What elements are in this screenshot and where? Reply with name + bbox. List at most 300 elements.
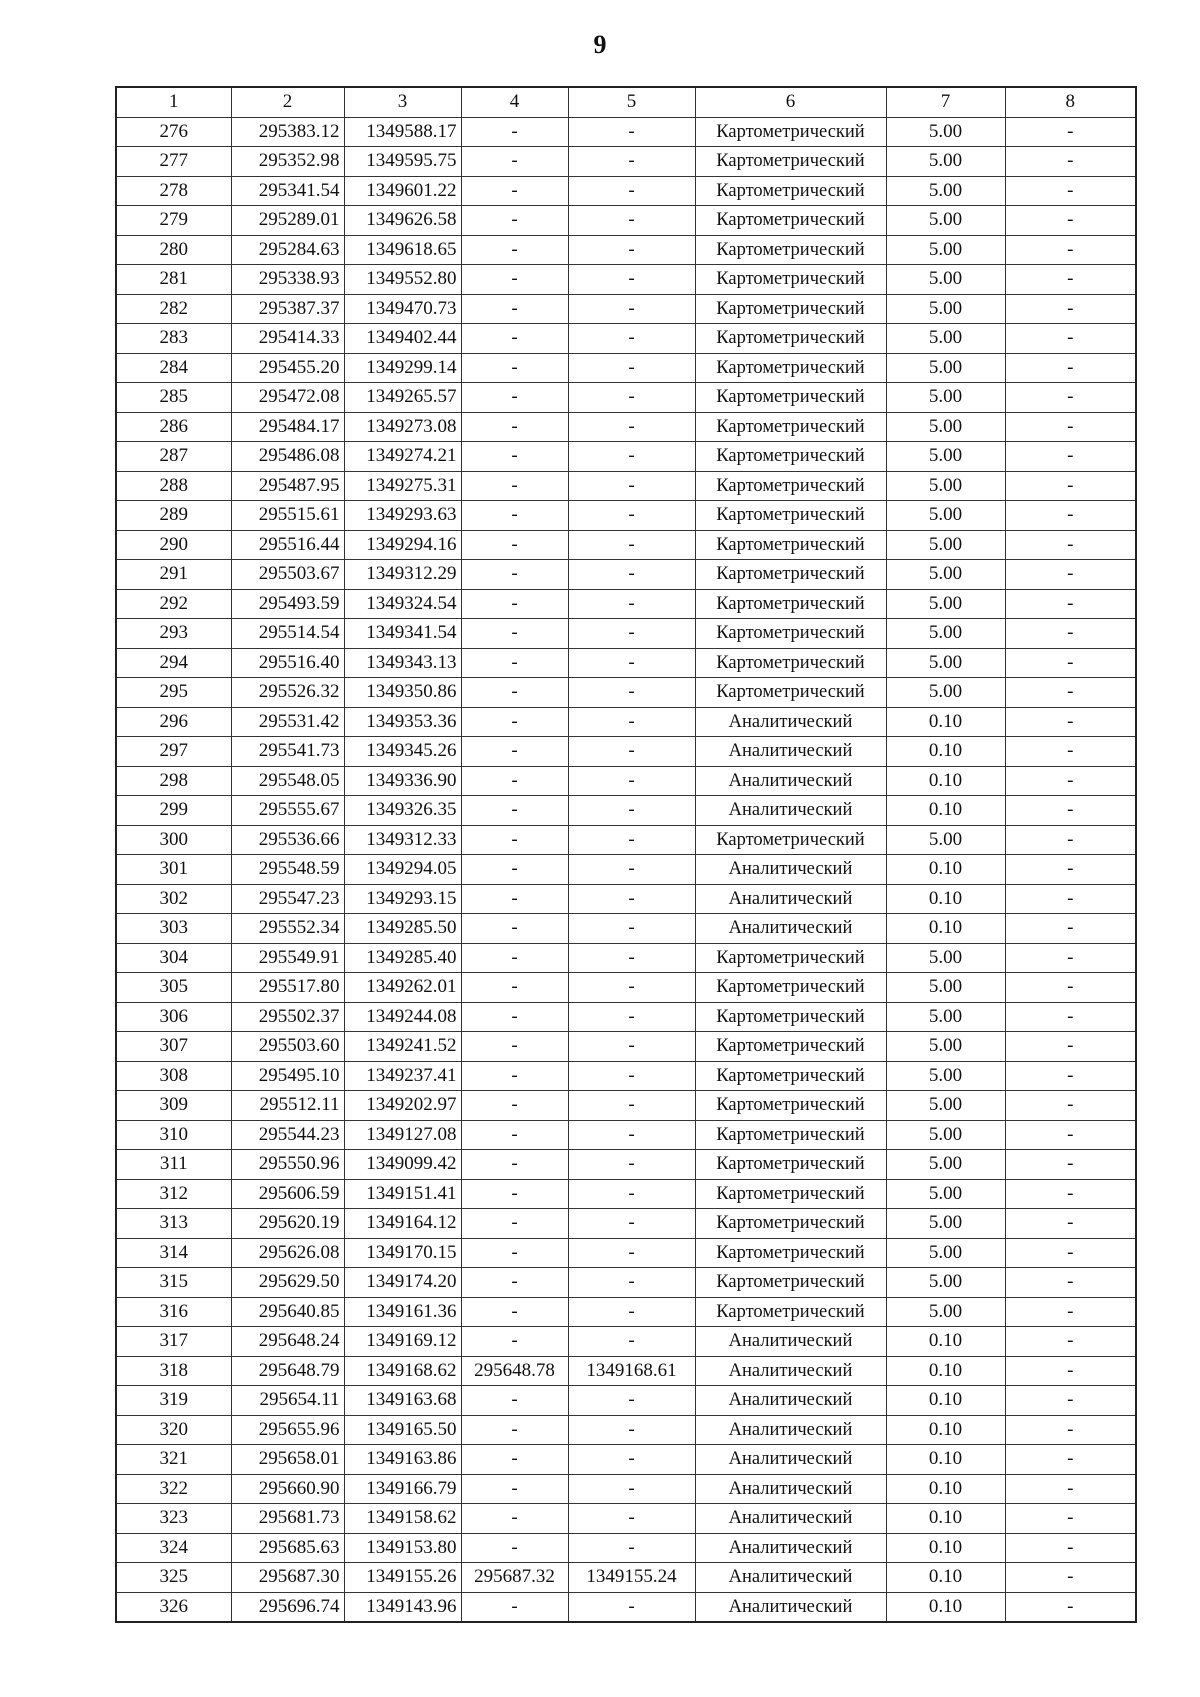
- table-cell: -: [461, 943, 568, 973]
- table-row: [116, 796, 1136, 826]
- table-row: [116, 530, 1136, 560]
- table-cell: 295284.63: [231, 235, 344, 265]
- table-cell: 287: [116, 442, 231, 472]
- table-cell: 0.10: [886, 1533, 1005, 1563]
- table-cell: -: [1005, 1179, 1136, 1209]
- table-cell: 292: [116, 589, 231, 619]
- table-cell: -: [1005, 973, 1136, 1003]
- table-cell: 295658.01: [231, 1445, 344, 1475]
- table-cell: 5.00: [886, 619, 1005, 649]
- table-cell: -: [1005, 1415, 1136, 1445]
- table-cell: 295696.74: [231, 1592, 344, 1622]
- table-cell: -: [461, 855, 568, 885]
- coordinates-table: [115, 86, 1137, 1623]
- table-cell: Картометрический: [695, 1091, 886, 1121]
- table-cell: 283: [116, 324, 231, 354]
- table-cell: 295531.42: [231, 707, 344, 737]
- table-cell: -: [568, 1415, 695, 1445]
- table-row: [116, 1002, 1136, 1032]
- table-cell: -: [461, 530, 568, 560]
- table-cell: -: [568, 324, 695, 354]
- table-cell: 1349353.36: [344, 707, 461, 737]
- table-cell: 5.00: [886, 1032, 1005, 1062]
- table-cell: -: [1005, 1120, 1136, 1150]
- table-cell: 280: [116, 235, 231, 265]
- table-cell: 291: [116, 560, 231, 590]
- table-cell: 1349552.80: [344, 265, 461, 295]
- table-cell: 295548.59: [231, 855, 344, 885]
- table-row: [116, 1563, 1136, 1593]
- table-cell: 305: [116, 973, 231, 1003]
- table-cell: -: [1005, 383, 1136, 413]
- table-cell: 5.00: [886, 1209, 1005, 1239]
- table-cell: 1349265.57: [344, 383, 461, 413]
- table-cell: 284: [116, 353, 231, 383]
- table-cell: -: [568, 147, 695, 177]
- table-cell: -: [1005, 914, 1136, 944]
- table-cell: -: [461, 1415, 568, 1445]
- table-cell: -: [568, 796, 695, 826]
- table-cell: 0.10: [886, 707, 1005, 737]
- table-cell: -: [461, 973, 568, 1003]
- table-cell: -: [1005, 855, 1136, 885]
- column-header: 6: [695, 87, 886, 117]
- table-cell: Картометрический: [695, 1179, 886, 1209]
- table-row: [116, 501, 1136, 531]
- table-row: [116, 1120, 1136, 1150]
- table-cell: -: [461, 1061, 568, 1091]
- table-cell: Аналитический: [695, 766, 886, 796]
- table-cell: 1349299.14: [344, 353, 461, 383]
- table-cell: 0.10: [886, 737, 1005, 767]
- table-row: [116, 1474, 1136, 1504]
- table-row: [116, 1150, 1136, 1180]
- table-cell: 299: [116, 796, 231, 826]
- table-cell: -: [1005, 1445, 1136, 1475]
- table-cell: Аналитический: [695, 1445, 886, 1475]
- table-cell: 1349169.12: [344, 1327, 461, 1357]
- table-cell: 1349274.21: [344, 442, 461, 472]
- table-cell: 295640.85: [231, 1297, 344, 1327]
- table-cell: -: [461, 412, 568, 442]
- table-cell: 295648.78: [461, 1356, 568, 1386]
- table-cell: 295544.23: [231, 1120, 344, 1150]
- table-row: [116, 973, 1136, 1003]
- table-cell: Картометрический: [695, 825, 886, 855]
- table-cell: 0.10: [886, 1445, 1005, 1475]
- table-cell: 5.00: [886, 176, 1005, 206]
- table-cell: 296: [116, 707, 231, 737]
- table-cell: 295338.93: [231, 265, 344, 295]
- table-cell: -: [461, 1327, 568, 1357]
- table-cell: Картометрический: [695, 147, 886, 177]
- table-cell: 295502.37: [231, 1002, 344, 1032]
- table-cell: -: [568, 648, 695, 678]
- table-row: [116, 560, 1136, 590]
- table-cell: 295516.44: [231, 530, 344, 560]
- table-cell: 5.00: [886, 1150, 1005, 1180]
- table-cell: 1349165.50: [344, 1415, 461, 1445]
- table-cell: -: [461, 1592, 568, 1622]
- table-cell: -: [1005, 737, 1136, 767]
- table-cell: 1349336.90: [344, 766, 461, 796]
- table-cell: 1349273.08: [344, 412, 461, 442]
- table-row: [116, 678, 1136, 708]
- table-cell: -: [1005, 1268, 1136, 1298]
- table-cell: 300: [116, 825, 231, 855]
- table-cell: -: [1005, 1592, 1136, 1622]
- table-cell: -: [461, 737, 568, 767]
- table-cell: 306: [116, 1002, 231, 1032]
- table-cell: 1349293.15: [344, 884, 461, 914]
- table-cell: -: [1005, 884, 1136, 914]
- table-cell: 295548.05: [231, 766, 344, 796]
- table-cell: Аналитический: [695, 855, 886, 885]
- table-cell: Аналитический: [695, 737, 886, 767]
- table-cell: -: [568, 678, 695, 708]
- table-cell: Аналитический: [695, 1563, 886, 1593]
- table-cell: 0.10: [886, 884, 1005, 914]
- table-cell: 321: [116, 1445, 231, 1475]
- table-cell: 5.00: [886, 1238, 1005, 1268]
- table-cell: -: [568, 560, 695, 590]
- table-cell: 295526.32: [231, 678, 344, 708]
- table-cell: 295455.20: [231, 353, 344, 383]
- table-cell: 1349143.96: [344, 1592, 461, 1622]
- table-cell: 1349312.33: [344, 825, 461, 855]
- table-body: [116, 117, 1136, 1622]
- table-cell: -: [1005, 1209, 1136, 1239]
- table-cell: -: [568, 1445, 695, 1475]
- column-header: 3: [344, 87, 461, 117]
- table-cell: -: [461, 206, 568, 236]
- table-cell: 286: [116, 412, 231, 442]
- table-cell: 5.00: [886, 648, 1005, 678]
- table-cell: 295487.95: [231, 471, 344, 501]
- table-cell: 317: [116, 1327, 231, 1357]
- table-cell: -: [461, 1474, 568, 1504]
- table-cell: 295629.50: [231, 1268, 344, 1298]
- table-row: [116, 206, 1136, 236]
- table-cell: Картометрический: [695, 1268, 886, 1298]
- table-cell: 1349275.31: [344, 471, 461, 501]
- table-cell: 5.00: [886, 1091, 1005, 1121]
- table-cell: -: [461, 294, 568, 324]
- table-cell: -: [1005, 1032, 1136, 1062]
- table-cell: Картометрический: [695, 412, 886, 442]
- table-cell: 285: [116, 383, 231, 413]
- table-cell: 295555.67: [231, 796, 344, 826]
- table-cell: -: [461, 1179, 568, 1209]
- table-cell: -: [568, 353, 695, 383]
- table-cell: -: [1005, 530, 1136, 560]
- table-cell: 295: [116, 678, 231, 708]
- table-cell: -: [568, 589, 695, 619]
- table-cell: 5.00: [886, 678, 1005, 708]
- table-cell: -: [568, 1386, 695, 1416]
- table-cell: -: [568, 1297, 695, 1327]
- table-cell: -: [568, 973, 695, 1003]
- column-header: 2: [231, 87, 344, 117]
- table-cell: 0.10: [886, 1415, 1005, 1445]
- table-cell: Аналитический: [695, 1415, 886, 1445]
- table-cell: 1349601.22: [344, 176, 461, 206]
- table-cell: 295472.08: [231, 383, 344, 413]
- column-header: 7: [886, 87, 1005, 117]
- table-cell: -: [461, 766, 568, 796]
- table-cell: Картометрический: [695, 560, 886, 590]
- table-cell: 5.00: [886, 1179, 1005, 1209]
- table-cell: -: [1005, 471, 1136, 501]
- table-row: [116, 1297, 1136, 1327]
- table-cell: 1349626.58: [344, 206, 461, 236]
- table-row: [116, 176, 1136, 206]
- table-cell: -: [568, 442, 695, 472]
- table-cell: 281: [116, 265, 231, 295]
- table-cell: 276: [116, 117, 231, 147]
- table-cell: 1349350.86: [344, 678, 461, 708]
- table-cell: -: [1005, 560, 1136, 590]
- table-cell: Картометрический: [695, 294, 886, 324]
- table-cell: -: [461, 1445, 568, 1475]
- table-cell: 5.00: [886, 353, 1005, 383]
- table-cell: 5.00: [886, 442, 1005, 472]
- table-cell: 295685.63: [231, 1533, 344, 1563]
- table-cell: Картометрический: [695, 943, 886, 973]
- table-cell: -: [461, 1268, 568, 1298]
- table-cell: Картометрический: [695, 471, 886, 501]
- table-row: [116, 117, 1136, 147]
- table-row: [116, 1268, 1136, 1298]
- table-cell: -: [568, 1209, 695, 1239]
- table-row: [116, 825, 1136, 855]
- table-cell: -: [1005, 1474, 1136, 1504]
- table-cell: -: [461, 353, 568, 383]
- table-row: [116, 1592, 1136, 1622]
- table-cell: -: [568, 1091, 695, 1121]
- table-cell: Картометрический: [695, 1297, 886, 1327]
- table-cell: -: [568, 855, 695, 885]
- table-cell: 307: [116, 1032, 231, 1062]
- table-cell: 319: [116, 1386, 231, 1416]
- table-cell: 295606.59: [231, 1179, 344, 1209]
- table-cell: Аналитический: [695, 1356, 886, 1386]
- table-row: [116, 1091, 1136, 1121]
- table-cell: 1349155.24: [568, 1563, 695, 1593]
- table-cell: Картометрический: [695, 1238, 886, 1268]
- table-cell: -: [461, 825, 568, 855]
- table-cell: 295536.66: [231, 825, 344, 855]
- table-row: [116, 589, 1136, 619]
- table-cell: 1349262.01: [344, 973, 461, 1003]
- table-cell: 1349293.63: [344, 501, 461, 531]
- table-row: [116, 147, 1136, 177]
- table-cell: -: [1005, 176, 1136, 206]
- table-cell: Картометрический: [695, 206, 886, 236]
- table-cell: 1349312.29: [344, 560, 461, 590]
- table-cell: Аналитический: [695, 1592, 886, 1622]
- table-cell: Картометрический: [695, 1002, 886, 1032]
- table-cell: 295626.08: [231, 1238, 344, 1268]
- table-cell: 0.10: [886, 914, 1005, 944]
- table-cell: 295687.30: [231, 1563, 344, 1593]
- table-cell: 313: [116, 1209, 231, 1239]
- table-cell: -: [568, 294, 695, 324]
- table-row: [116, 648, 1136, 678]
- table-cell: 1349324.54: [344, 589, 461, 619]
- table-cell: -: [461, 1150, 568, 1180]
- table-cell: 295512.11: [231, 1091, 344, 1121]
- table-row: [116, 1356, 1136, 1386]
- table-cell: -: [461, 1297, 568, 1327]
- table-cell: -: [1005, 825, 1136, 855]
- table-cell: 318: [116, 1356, 231, 1386]
- table-cell: 1349341.54: [344, 619, 461, 649]
- table-cell: 0.10: [886, 1327, 1005, 1357]
- table-cell: -: [1005, 1504, 1136, 1534]
- table-cell: 1349155.26: [344, 1563, 461, 1593]
- table-cell: 1349163.68: [344, 1386, 461, 1416]
- table-cell: -: [568, 707, 695, 737]
- table-cell: 5.00: [886, 117, 1005, 147]
- table-cell: -: [1005, 707, 1136, 737]
- table-header: [116, 87, 1136, 117]
- table-cell: -: [1005, 324, 1136, 354]
- table-cell: -: [461, 1209, 568, 1239]
- table-row: [116, 235, 1136, 265]
- table-cell: 1349326.35: [344, 796, 461, 826]
- table-cell: Аналитический: [695, 796, 886, 826]
- table-cell: 295648.24: [231, 1327, 344, 1357]
- table-cell: Картометрический: [695, 265, 886, 295]
- table-cell: Картометрический: [695, 501, 886, 531]
- table-cell: 1349402.44: [344, 324, 461, 354]
- table-cell: 326: [116, 1592, 231, 1622]
- table-cell: 5.00: [886, 1061, 1005, 1091]
- table-cell: Картометрический: [695, 973, 886, 1003]
- table-cell: Аналитический: [695, 707, 886, 737]
- table-cell: 1349285.40: [344, 943, 461, 973]
- table-cell: 0.10: [886, 1386, 1005, 1416]
- table-cell: 5.00: [886, 383, 1005, 413]
- table-cell: -: [461, 560, 568, 590]
- table-cell: 312: [116, 1179, 231, 1209]
- table-cell: -: [1005, 353, 1136, 383]
- table-cell: 5.00: [886, 294, 1005, 324]
- table-row: [116, 1238, 1136, 1268]
- table-cell: 322: [116, 1474, 231, 1504]
- table-cell: 295648.79: [231, 1356, 344, 1386]
- table-cell: 0.10: [886, 1356, 1005, 1386]
- table-cell: -: [1005, 117, 1136, 147]
- table-cell: -: [568, 265, 695, 295]
- table-cell: 279: [116, 206, 231, 236]
- table-cell: -: [1005, 1327, 1136, 1357]
- table-cell: 5.00: [886, 324, 1005, 354]
- table-cell: 295383.12: [231, 117, 344, 147]
- table-cell: 316: [116, 1297, 231, 1327]
- table-cell: -: [1005, 943, 1136, 973]
- table-cell: 295495.10: [231, 1061, 344, 1091]
- table-cell: -: [568, 884, 695, 914]
- table-cell: 295517.80: [231, 973, 344, 1003]
- table-cell: 295484.17: [231, 412, 344, 442]
- table-cell: 0.10: [886, 796, 1005, 826]
- table-cell: 303: [116, 914, 231, 944]
- table-cell: -: [568, 412, 695, 442]
- table-cell: Картометрический: [695, 176, 886, 206]
- table-cell: -: [1005, 501, 1136, 531]
- table-cell: 295503.67: [231, 560, 344, 590]
- table-cell: -: [568, 383, 695, 413]
- table-cell: -: [568, 471, 695, 501]
- table-cell: -: [1005, 1091, 1136, 1121]
- table-cell: -: [568, 1032, 695, 1062]
- table-cell: -: [461, 471, 568, 501]
- table-cell: 290: [116, 530, 231, 560]
- table-cell: 1349618.65: [344, 235, 461, 265]
- table-row: [116, 412, 1136, 442]
- table-cell: Картометрический: [695, 442, 886, 472]
- table-cell: 5.00: [886, 501, 1005, 531]
- table-row: [116, 1415, 1136, 1445]
- table-cell: 1349170.15: [344, 1238, 461, 1268]
- table-row: [116, 1504, 1136, 1534]
- table-cell: 1349174.20: [344, 1268, 461, 1298]
- table-cell: -: [1005, 412, 1136, 442]
- table-cell: 325: [116, 1563, 231, 1593]
- table-cell: 1349158.62: [344, 1504, 461, 1534]
- table-row: [116, 383, 1136, 413]
- table-cell: 295352.98: [231, 147, 344, 177]
- table-cell: -: [568, 1474, 695, 1504]
- table-cell: 0.10: [886, 855, 1005, 885]
- table-cell: 295547.23: [231, 884, 344, 914]
- table-cell: -: [461, 1386, 568, 1416]
- table-cell: 295493.59: [231, 589, 344, 619]
- table-cell: Картометрический: [695, 678, 886, 708]
- table-cell: 5.00: [886, 1297, 1005, 1327]
- table-cell: -: [1005, 294, 1136, 324]
- table-cell: -: [1005, 648, 1136, 678]
- table-cell: 295541.73: [231, 737, 344, 767]
- table-cell: 295549.91: [231, 943, 344, 973]
- table-cell: -: [568, 1592, 695, 1622]
- table-cell: 1349244.08: [344, 1002, 461, 1032]
- table-cell: 1349164.12: [344, 1209, 461, 1239]
- table-cell: 1349163.86: [344, 1445, 461, 1475]
- table-cell: 309: [116, 1091, 231, 1121]
- table-cell: 324: [116, 1533, 231, 1563]
- table-cell: 5.00: [886, 1002, 1005, 1032]
- table-cell: -: [1005, 265, 1136, 295]
- table-row: [116, 1327, 1136, 1357]
- table-cell: -: [568, 1504, 695, 1534]
- table-cell: Картометрический: [695, 353, 886, 383]
- table-cell: -: [461, 1120, 568, 1150]
- table-cell: -: [568, 1061, 695, 1091]
- table-cell: 1349294.16: [344, 530, 461, 560]
- table-cell: 298: [116, 766, 231, 796]
- table-cell: 1349166.79: [344, 1474, 461, 1504]
- table-cell: Картометрический: [695, 619, 886, 649]
- table-cell: 0.10: [886, 1474, 1005, 1504]
- table-cell: 5.00: [886, 1120, 1005, 1150]
- table-row: [116, 294, 1136, 324]
- table-cell: -: [1005, 1533, 1136, 1563]
- table-cell: 295552.34: [231, 914, 344, 944]
- table-cell: -: [568, 235, 695, 265]
